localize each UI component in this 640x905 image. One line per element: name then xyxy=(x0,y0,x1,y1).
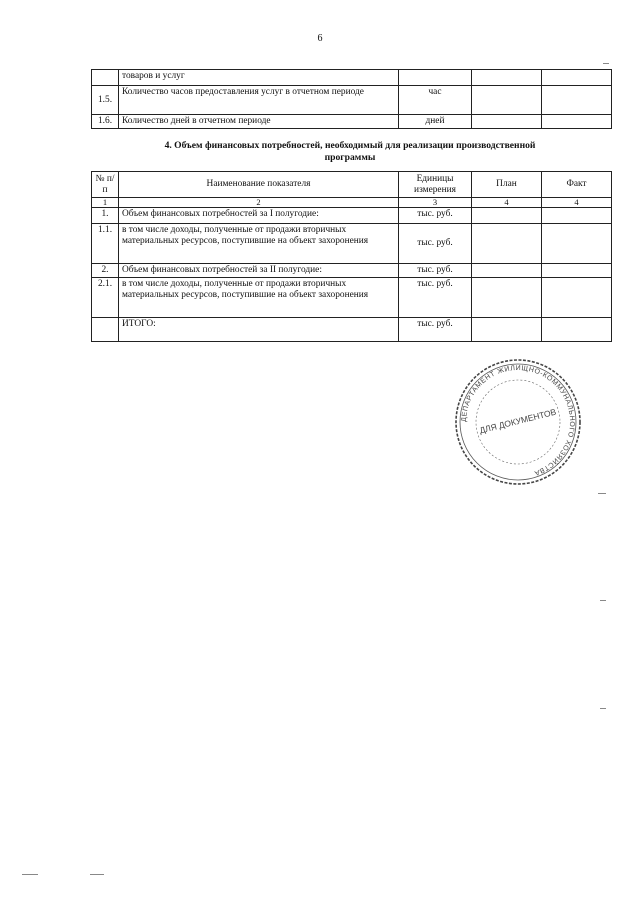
unit-cell: час xyxy=(399,86,472,115)
fact-cell xyxy=(542,224,612,264)
table-row xyxy=(92,70,612,86)
table-row xyxy=(92,264,612,278)
fact-cell xyxy=(542,86,612,115)
continuation-table xyxy=(91,69,612,129)
indicator-name: Объем финансовых потребностей за I полугодие: xyxy=(119,208,399,224)
row-number: 1.6. xyxy=(92,115,119,129)
table-row xyxy=(92,278,612,318)
header-plan: План xyxy=(472,172,542,198)
indicator-name: ИТОГО: xyxy=(119,318,399,342)
unit-cell: тыс. руб. xyxy=(399,318,472,342)
row-number xyxy=(92,318,119,342)
scan-mark xyxy=(600,600,606,601)
plan-cell xyxy=(472,208,542,224)
header-num: № п/п xyxy=(92,172,119,198)
plan-cell xyxy=(472,318,542,342)
fact-cell xyxy=(542,278,612,318)
plan-cell xyxy=(472,115,542,129)
plan-cell xyxy=(472,70,542,86)
table-row xyxy=(92,86,612,115)
column-index: 1 xyxy=(92,198,119,208)
plan-cell xyxy=(472,264,542,278)
row-number xyxy=(92,70,119,86)
financial-needs-table xyxy=(91,171,612,342)
indicator-name: Количество дней в отчетном периоде xyxy=(119,115,399,129)
section-title: 4. Объем финансовых потребностей, необходимый для реализации производственной программы xyxy=(164,140,536,163)
table-row xyxy=(92,208,612,224)
row-number: 2.1. xyxy=(92,278,119,318)
header-fact: Факт xyxy=(542,172,612,198)
indicator-name: в том числе доходы, полученные от продажи вторичных материальных ресурсов, поступившие на объект захоронения xyxy=(119,224,399,264)
unit-cell: тыс. руб. xyxy=(399,224,472,264)
table-header-row xyxy=(92,172,612,198)
row-number: 1. xyxy=(92,208,119,224)
scan-mark xyxy=(600,708,606,709)
plan-cell xyxy=(472,224,542,264)
header-unit: Единицы измерения xyxy=(399,172,472,198)
indicator-name: Количество часов предоставления услуг в отчетном периоде xyxy=(119,86,399,115)
scan-mark xyxy=(598,493,606,494)
scan-mark xyxy=(603,63,609,64)
header-name: Наименование показателя xyxy=(119,172,399,198)
row-number: 1.1. xyxy=(92,224,119,264)
row-number: 1.5. xyxy=(92,86,119,115)
scan-mark xyxy=(22,874,38,875)
table-row xyxy=(92,224,612,264)
fact-cell xyxy=(542,115,612,129)
plan-cell xyxy=(472,86,542,115)
unit-cell: дней xyxy=(399,115,472,129)
official-stamp xyxy=(452,356,584,488)
table-row xyxy=(92,318,612,342)
page-number: 6 xyxy=(317,33,323,44)
stamp-ring-text: ДЕПАРТАМЕНТ ЖИЛИЩНО-КОММУНАЛЬНОГО ХОЗЯЙСТВА xyxy=(460,364,576,477)
column-index: 3 xyxy=(399,198,472,208)
scan-mark xyxy=(90,874,104,875)
plan-cell xyxy=(472,278,542,318)
row-number: 2. xyxy=(92,264,119,278)
stamp-center-text: ДЛЯ ДОКУМЕНТОВ xyxy=(478,406,558,436)
table-row xyxy=(92,115,612,129)
column-index-row xyxy=(92,198,612,208)
indicator-name: Объем финансовых потребностей за II полугодие: xyxy=(119,264,399,278)
column-index: 4 xyxy=(542,198,612,208)
unit-cell xyxy=(399,70,472,86)
fact-cell xyxy=(542,264,612,278)
unit-cell: тыс. руб. xyxy=(399,278,472,318)
unit-cell: тыс. руб. xyxy=(399,208,472,224)
fact-cell xyxy=(542,208,612,224)
fact-cell xyxy=(542,318,612,342)
column-index: 2 xyxy=(119,198,399,208)
fact-cell xyxy=(542,70,612,86)
unit-cell: тыс. руб. xyxy=(399,264,472,278)
indicator-name: в том числе доходы, полученные от продажи вторичных материальных ресурсов, поступившие на объект захоронения xyxy=(119,278,399,318)
column-index: 4 xyxy=(472,198,542,208)
indicator-name: товаров и услуг xyxy=(119,70,399,86)
